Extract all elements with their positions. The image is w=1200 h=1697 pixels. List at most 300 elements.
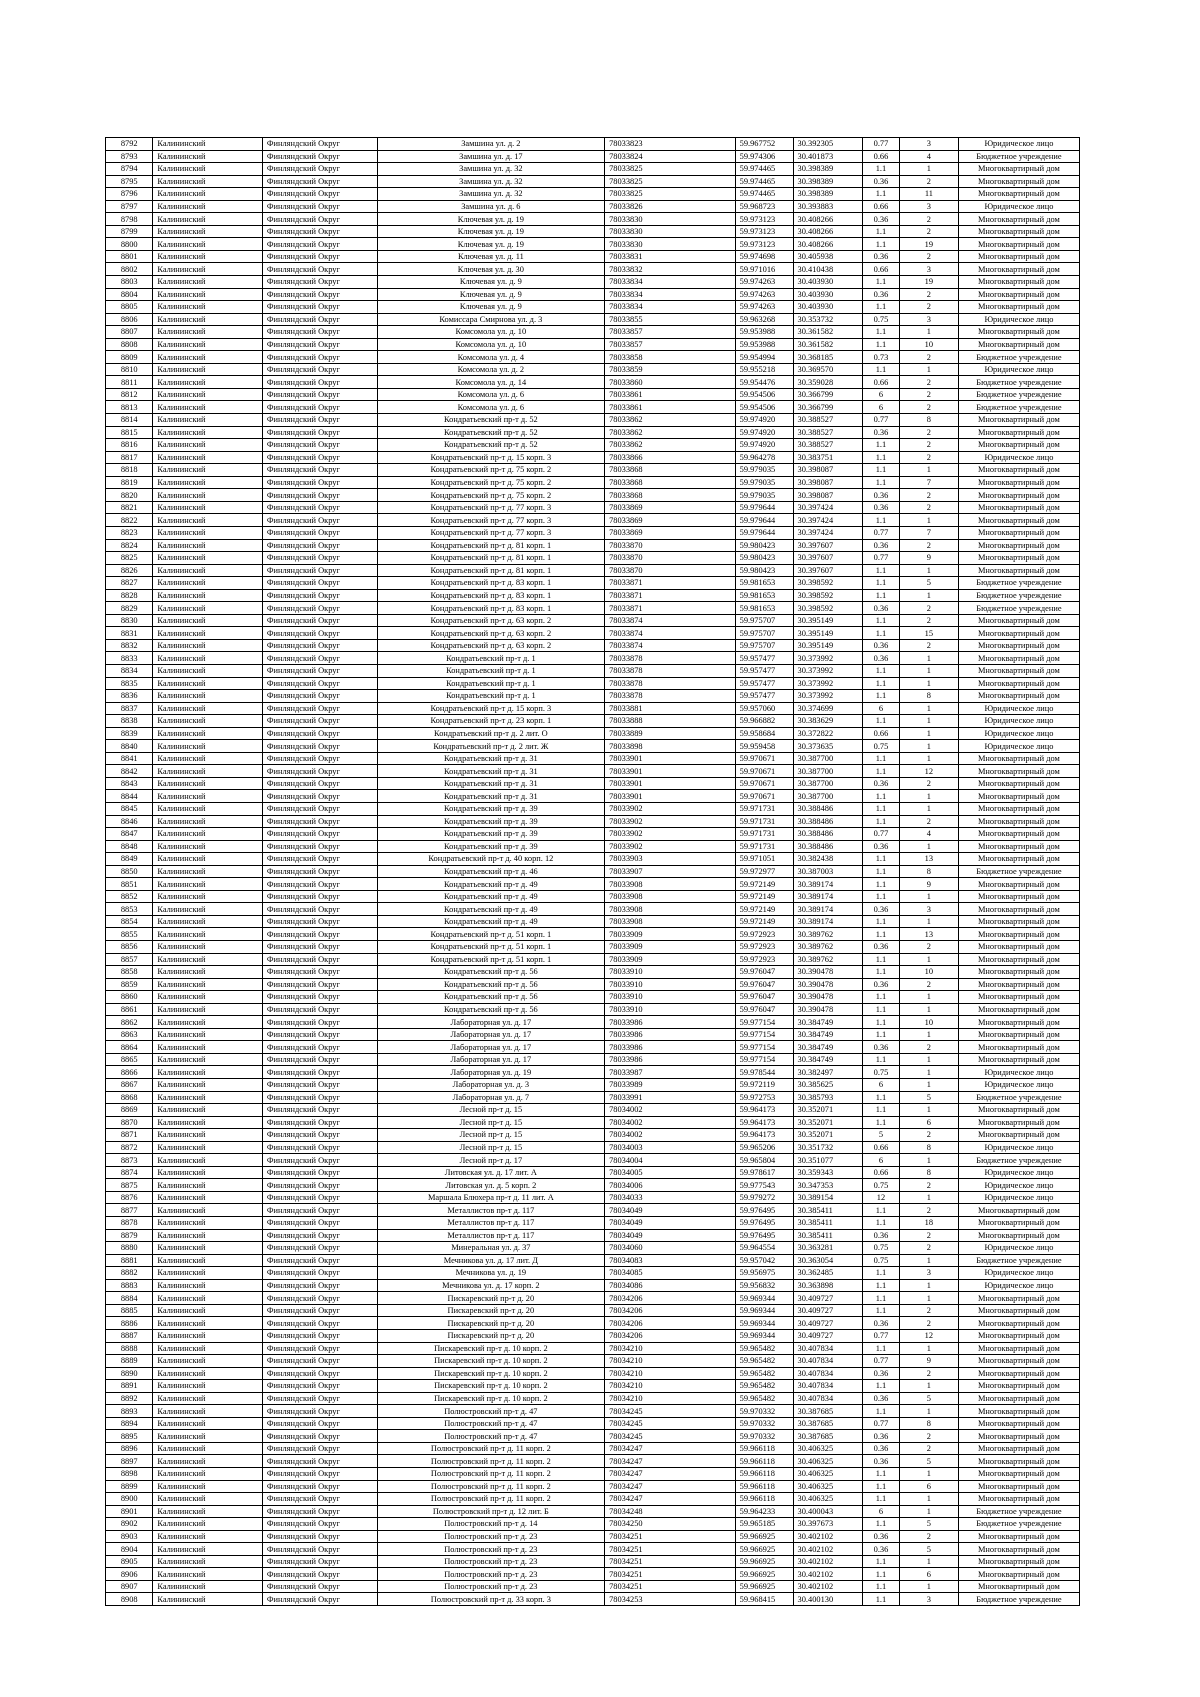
owner-type-cell: Многоквартирный дом xyxy=(958,903,1079,916)
longitude-cell: 30.402102 xyxy=(793,1580,862,1593)
count-cell: 1 xyxy=(899,1154,958,1167)
district-cell: Калининский xyxy=(153,1467,263,1480)
table-row xyxy=(106,1380,1080,1393)
address-cell: Кондратьевский пр-т д. 52 xyxy=(377,426,604,439)
row-number: 8869 xyxy=(106,1104,153,1117)
latitude-cell: 59.979644 xyxy=(735,501,793,514)
okrug-cell: Финляндский Округ xyxy=(262,1580,377,1593)
address-cell: Кондратьевский пр-т д. 49 xyxy=(377,890,604,903)
table-row xyxy=(106,802,1080,815)
latitude-cell: 59.975707 xyxy=(735,614,793,627)
longitude-cell: 30.406325 xyxy=(793,1455,862,1468)
district-cell: Калининский xyxy=(153,313,263,326)
longitude-cell: 30.383751 xyxy=(793,451,862,464)
latitude-cell: 59.964554 xyxy=(735,1242,793,1255)
latitude-cell: 59.966118 xyxy=(735,1480,793,1493)
district-cell: Калининский xyxy=(153,514,263,527)
table-row xyxy=(106,1166,1080,1179)
code-cell: 78033902 xyxy=(605,802,736,815)
district-cell: Калининский xyxy=(153,815,263,828)
code-cell: 78034002 xyxy=(605,1104,736,1117)
volume-cell: 1.1 xyxy=(863,1580,900,1593)
owner-type-cell: Многоквартирный дом xyxy=(958,1104,1079,1117)
district-cell: Калининский xyxy=(153,1493,263,1506)
count-cell: 9 xyxy=(899,878,958,891)
code-cell: 78034247 xyxy=(605,1493,736,1506)
owner-type-cell: Бюджетное учреждение xyxy=(958,577,1079,590)
table-row xyxy=(106,1405,1080,1418)
okrug-cell: Финляндский Округ xyxy=(262,715,377,728)
longitude-cell: 30.387685 xyxy=(793,1430,862,1443)
okrug-cell: Финляндский Округ xyxy=(262,439,377,452)
address-cell: Лабораторная ул. д. 7 xyxy=(377,1091,604,1104)
okrug-cell: Финляндский Округ xyxy=(262,1543,377,1556)
longitude-cell: 30.387700 xyxy=(793,765,862,778)
okrug-cell: Финляндский Округ xyxy=(262,991,377,1004)
volume-cell: 0.77 xyxy=(863,138,900,151)
address-cell: Комсомола ул. д. 14 xyxy=(377,376,604,389)
okrug-cell: Финляндский Округ xyxy=(262,1430,377,1443)
row-number: 8873 xyxy=(106,1154,153,1167)
row-number: 8865 xyxy=(106,1053,153,1066)
okrug-cell: Финляндский Округ xyxy=(262,188,377,201)
district-cell: Калининский xyxy=(153,589,263,602)
latitude-cell: 59.965482 xyxy=(735,1342,793,1355)
table-row xyxy=(106,740,1080,753)
address-cell: Кондратьевский пр-т д. 1 xyxy=(377,690,604,703)
row-number: 8837 xyxy=(106,702,153,715)
owner-type-cell: Многоквартирный дом xyxy=(958,765,1079,778)
count-cell: 1 xyxy=(899,652,958,665)
volume-cell: 1.1 xyxy=(863,1568,900,1581)
address-cell: Кондратьевский пр-т д. 23 корп. 1 xyxy=(377,715,604,728)
table-row xyxy=(106,790,1080,803)
latitude-cell: 59.968723 xyxy=(735,200,793,213)
owner-type-cell: Многоквартирный дом xyxy=(958,828,1079,841)
row-number: 8798 xyxy=(106,213,153,226)
address-cell: Пискаревский пр-т д. 20 xyxy=(377,1329,604,1342)
row-number: 8904 xyxy=(106,1543,153,1556)
volume-cell: 1.1 xyxy=(863,301,900,314)
count-cell: 1 xyxy=(899,564,958,577)
owner-type-cell: Многоквартирный дом xyxy=(958,1355,1079,1368)
count-cell: 8 xyxy=(899,1141,958,1154)
owner-type-cell: Многоквартирный дом xyxy=(958,1116,1079,1129)
longitude-cell: 30.382497 xyxy=(793,1066,862,1079)
district-cell: Калининский xyxy=(153,451,263,464)
volume-cell: 1.1 xyxy=(863,1304,900,1317)
table-row xyxy=(106,1016,1080,1029)
owner-type-cell: Многоквартирный дом xyxy=(958,426,1079,439)
latitude-cell: 59.974465 xyxy=(735,163,793,176)
owner-type-cell: Многоквартирный дом xyxy=(958,1217,1079,1230)
table-row xyxy=(106,715,1080,728)
okrug-cell: Финляндский Округ xyxy=(262,1116,377,1129)
district-cell: Калининский xyxy=(153,276,263,289)
district-cell: Калининский xyxy=(153,1367,263,1380)
address-cell: Полюстровский пр-т д. 11 корп. 2 xyxy=(377,1467,604,1480)
district-cell: Калининский xyxy=(153,690,263,703)
volume-cell: 0.36 xyxy=(863,1530,900,1543)
latitude-cell: 59.965185 xyxy=(735,1518,793,1531)
district-cell: Калининский xyxy=(153,1568,263,1581)
owner-type-cell: Юридическое лицо xyxy=(958,363,1079,376)
count-cell: 13 xyxy=(899,928,958,941)
row-number: 8800 xyxy=(106,238,153,251)
district-cell: Калининский xyxy=(153,338,263,351)
district-cell: Калининский xyxy=(153,1041,263,1054)
table-row xyxy=(106,1079,1080,1092)
latitude-cell: 59.957477 xyxy=(735,664,793,677)
table-row xyxy=(106,338,1080,351)
code-cell: 78034247 xyxy=(605,1480,736,1493)
volume-cell: 0.77 xyxy=(863,526,900,539)
address-cell: Лабораторная ул. д. 3 xyxy=(377,1079,604,1092)
code-cell: 78034049 xyxy=(605,1217,736,1230)
code-cell: 78033986 xyxy=(605,1053,736,1066)
code-cell: 78034206 xyxy=(605,1329,736,1342)
owner-type-cell: Юридическое лицо xyxy=(958,1079,1079,1092)
table-row xyxy=(106,1329,1080,1342)
code-cell: 78033860 xyxy=(605,376,736,389)
row-number: 8890 xyxy=(106,1367,153,1380)
volume-cell: 1.1 xyxy=(863,1028,900,1041)
owner-type-cell: Юридическое лицо xyxy=(958,200,1079,213)
row-number: 8826 xyxy=(106,564,153,577)
code-cell: 78033881 xyxy=(605,702,736,715)
address-cell: Кондратьевский пр-т д. 2 лит. Ж xyxy=(377,740,604,753)
latitude-cell: 59.976047 xyxy=(735,991,793,1004)
longitude-cell: 30.398592 xyxy=(793,577,862,590)
volume-cell: 0.66 xyxy=(863,200,900,213)
count-cell: 1 xyxy=(899,840,958,853)
count-cell: 18 xyxy=(899,1217,958,1230)
longitude-cell: 30.352071 xyxy=(793,1116,862,1129)
district-cell: Калининский xyxy=(153,1091,263,1104)
owner-type-cell: Многоквартирный дом xyxy=(958,1480,1079,1493)
volume-cell: 1.1 xyxy=(863,577,900,590)
district-cell: Калининский xyxy=(153,702,263,715)
okrug-cell: Финляндский Округ xyxy=(262,941,377,954)
address-cell: Кондратьевский пр-т д. 31 xyxy=(377,765,604,778)
volume-cell: 1.1 xyxy=(863,1217,900,1230)
code-cell: 78033858 xyxy=(605,351,736,364)
longitude-cell: 30.390478 xyxy=(793,991,862,1004)
volume-cell: 1.1 xyxy=(863,1279,900,1292)
code-cell: 78033878 xyxy=(605,677,736,690)
row-number: 8801 xyxy=(106,250,153,263)
longitude-cell: 30.390478 xyxy=(793,978,862,991)
count-cell: 19 xyxy=(899,276,958,289)
count-cell: 2 xyxy=(899,639,958,652)
volume-cell: 0.36 xyxy=(863,501,900,514)
count-cell: 2 xyxy=(899,1242,958,1255)
longitude-cell: 30.392305 xyxy=(793,138,862,151)
volume-cell: 0.36 xyxy=(863,250,900,263)
okrug-cell: Финляндский Округ xyxy=(262,1392,377,1405)
row-number: 8809 xyxy=(106,351,153,364)
longitude-cell: 30.347353 xyxy=(793,1179,862,1192)
count-cell: 7 xyxy=(899,476,958,489)
district-cell: Калининский xyxy=(153,1405,263,1418)
longitude-cell: 30.398087 xyxy=(793,464,862,477)
count-cell: 10 xyxy=(899,966,958,979)
latitude-cell: 59.971731 xyxy=(735,840,793,853)
district-cell: Калининский xyxy=(153,163,263,176)
district-cell: Калининский xyxy=(153,664,263,677)
code-cell: 78033878 xyxy=(605,690,736,703)
longitude-cell: 30.388527 xyxy=(793,414,862,427)
owner-type-cell: Многоквартирный дом xyxy=(958,1229,1079,1242)
volume-cell: 0.75 xyxy=(863,1242,900,1255)
table-row xyxy=(106,238,1080,251)
longitude-cell: 30.389174 xyxy=(793,903,862,916)
count-cell: 2 xyxy=(899,978,958,991)
count-cell: 2 xyxy=(899,1317,958,1330)
okrug-cell: Финляндский Округ xyxy=(262,1467,377,1480)
count-cell: 9 xyxy=(899,552,958,565)
data-table xyxy=(105,137,1080,1606)
address-cell: Замшина ул. д. 32 xyxy=(377,175,604,188)
code-cell: 78034247 xyxy=(605,1467,736,1480)
row-number: 8834 xyxy=(106,664,153,677)
okrug-cell: Финляндский Округ xyxy=(262,1217,377,1230)
volume-cell: 1.1 xyxy=(863,690,900,703)
okrug-cell: Финляндский Округ xyxy=(262,1166,377,1179)
owner-type-cell: Многоквартирный дом xyxy=(958,539,1079,552)
code-cell: 78033870 xyxy=(605,539,736,552)
district-cell: Калининский xyxy=(153,1116,263,1129)
owner-type-cell: Многоквартирный дом xyxy=(958,1555,1079,1568)
district-cell: Калининский xyxy=(153,752,263,765)
owner-type-cell: Многоквартирный дом xyxy=(958,1329,1079,1342)
owner-type-cell: Многоквартирный дом xyxy=(958,1053,1079,1066)
latitude-cell: 59.972119 xyxy=(735,1079,793,1092)
code-cell: 78034250 xyxy=(605,1518,736,1531)
address-cell: Кондратьевский пр-т д. 52 xyxy=(377,439,604,452)
volume-cell: 1.1 xyxy=(863,915,900,928)
count-cell: 9 xyxy=(899,1355,958,1368)
table-row xyxy=(106,953,1080,966)
owner-type-cell: Бюджетное учреждение xyxy=(958,1254,1079,1267)
okrug-cell: Финляндский Округ xyxy=(262,702,377,715)
volume-cell: 0.36 xyxy=(863,1455,900,1468)
district-cell: Калининский xyxy=(153,740,263,753)
address-cell: Мечникова ул. д. 19 xyxy=(377,1267,604,1280)
owner-type-cell: Бюджетное учреждение xyxy=(958,1505,1079,1518)
table-row xyxy=(106,1568,1080,1581)
longitude-cell: 30.373992 xyxy=(793,690,862,703)
table-row xyxy=(106,903,1080,916)
code-cell: 78033889 xyxy=(605,727,736,740)
okrug-cell: Финляндский Округ xyxy=(262,1267,377,1280)
count-cell: 5 xyxy=(899,577,958,590)
table-row xyxy=(106,853,1080,866)
latitude-cell: 59.957060 xyxy=(735,702,793,715)
district-cell: Калининский xyxy=(153,501,263,514)
row-number: 8842 xyxy=(106,765,153,778)
district-cell: Калининский xyxy=(153,464,263,477)
volume-cell: 1.1 xyxy=(863,1003,900,1016)
owner-type-cell: Многоквартирный дом xyxy=(958,878,1079,891)
table-row xyxy=(106,326,1080,339)
latitude-cell: 59.953988 xyxy=(735,326,793,339)
code-cell: 78033888 xyxy=(605,715,736,728)
longitude-cell: 30.403930 xyxy=(793,301,862,314)
address-cell: Кондратьевский пр-т д. 56 xyxy=(377,991,604,1004)
volume-cell: 1.1 xyxy=(863,664,900,677)
latitude-cell: 59.954506 xyxy=(735,388,793,401)
okrug-cell: Финляндский Округ xyxy=(262,664,377,677)
okrug-cell: Финляндский Округ xyxy=(262,953,377,966)
row-number: 8811 xyxy=(106,376,153,389)
address-cell: Полюстровский пр-т д. 11 корп. 2 xyxy=(377,1493,604,1506)
code-cell: 78033862 xyxy=(605,414,736,427)
address-cell: Кондратьевский пр-т д. 75 корп. 2 xyxy=(377,476,604,489)
code-cell: 78034206 xyxy=(605,1304,736,1317)
okrug-cell: Финляндский Округ xyxy=(262,765,377,778)
count-cell: 2 xyxy=(899,175,958,188)
table-row xyxy=(106,363,1080,376)
row-number: 8863 xyxy=(106,1028,153,1041)
table-row xyxy=(106,752,1080,765)
row-number: 8825 xyxy=(106,552,153,565)
row-number: 8829 xyxy=(106,602,153,615)
row-number: 8822 xyxy=(106,514,153,527)
code-cell: 78034004 xyxy=(605,1154,736,1167)
volume-cell: 6 xyxy=(863,388,900,401)
longitude-cell: 30.363898 xyxy=(793,1279,862,1292)
longitude-cell: 30.389762 xyxy=(793,941,862,954)
address-cell: Кондратьевский пр-т д. 51 корп. 1 xyxy=(377,928,604,941)
count-cell: 2 xyxy=(899,489,958,502)
table-row xyxy=(106,1417,1080,1430)
count-cell: 1 xyxy=(899,464,958,477)
code-cell: 78033910 xyxy=(605,966,736,979)
latitude-cell: 59.969344 xyxy=(735,1292,793,1305)
owner-type-cell: Многоквартирный дом xyxy=(958,301,1079,314)
code-cell: 78034248 xyxy=(605,1505,736,1518)
volume-cell: 0.66 xyxy=(863,727,900,740)
table-row xyxy=(106,489,1080,502)
owner-type-cell: Многоквартирный дом xyxy=(958,1129,1079,1142)
code-cell: 78033825 xyxy=(605,188,736,201)
count-cell: 2 xyxy=(899,388,958,401)
longitude-cell: 30.385411 xyxy=(793,1217,862,1230)
address-cell: Кондратьевский пр-т д. 15 корп. 3 xyxy=(377,451,604,464)
code-cell: 78033834 xyxy=(605,301,736,314)
volume-cell: 1.1 xyxy=(863,276,900,289)
count-cell: 1 xyxy=(899,790,958,803)
table-row xyxy=(106,388,1080,401)
district-cell: Калининский xyxy=(153,175,263,188)
okrug-cell: Финляндский Округ xyxy=(262,1053,377,1066)
latitude-cell: 59.976495 xyxy=(735,1217,793,1230)
okrug-cell: Финляндский Округ xyxy=(262,752,377,765)
address-cell: Кондратьевский пр-т д. 77 корп. 3 xyxy=(377,501,604,514)
okrug-cell: Финляндский Округ xyxy=(262,1079,377,1092)
count-cell: 2 xyxy=(899,213,958,226)
volume-cell: 0.36 xyxy=(863,652,900,665)
address-cell: Металлистов пр-т д. 117 xyxy=(377,1204,604,1217)
okrug-cell: Финляндский Округ xyxy=(262,276,377,289)
code-cell: 78034210 xyxy=(605,1355,736,1368)
longitude-cell: 30.387700 xyxy=(793,752,862,765)
okrug-cell: Финляндский Округ xyxy=(262,639,377,652)
okrug-cell: Финляндский Округ xyxy=(262,1003,377,1016)
row-number: 8797 xyxy=(106,200,153,213)
code-cell: 78033989 xyxy=(605,1079,736,1092)
address-cell: Пискаревский пр-т д. 10 корп. 2 xyxy=(377,1355,604,1368)
latitude-cell: 59.970332 xyxy=(735,1417,793,1430)
district-cell: Калининский xyxy=(153,1417,263,1430)
table-row xyxy=(106,1593,1080,1606)
okrug-cell: Финляндский Округ xyxy=(262,802,377,815)
district-cell: Калининский xyxy=(153,765,263,778)
owner-type-cell: Многоквартирный дом xyxy=(958,1016,1079,1029)
longitude-cell: 30.373635 xyxy=(793,740,862,753)
latitude-cell: 59.965482 xyxy=(735,1367,793,1380)
district-cell: Калининский xyxy=(153,1555,263,1568)
owner-type-cell: Многоквартирный дом xyxy=(958,941,1079,954)
count-cell: 1 xyxy=(899,890,958,903)
row-number: 8847 xyxy=(106,828,153,841)
address-cell: Кондратьевский пр-т д. 39 xyxy=(377,828,604,841)
volume-cell: 0.36 xyxy=(863,288,900,301)
address-cell: Замшина ул. д. 32 xyxy=(377,188,604,201)
okrug-cell: Финляндский Округ xyxy=(262,690,377,703)
table-row xyxy=(106,439,1080,452)
district-cell: Калининский xyxy=(153,188,263,201)
count-cell: 3 xyxy=(899,1267,958,1280)
longitude-cell: 30.409727 xyxy=(793,1292,862,1305)
district-cell: Калининский xyxy=(153,991,263,1004)
owner-type-cell: Юридическое лицо xyxy=(958,715,1079,728)
code-cell: 78034003 xyxy=(605,1141,736,1154)
volume-cell: 0.36 xyxy=(863,213,900,226)
district-cell: Калининский xyxy=(153,1179,263,1192)
volume-cell: 1.1 xyxy=(863,1204,900,1217)
address-cell: Полюстровский пр-т д. 11 корп. 2 xyxy=(377,1480,604,1493)
address-cell: Пискаревский пр-т д. 20 xyxy=(377,1292,604,1305)
row-number: 8840 xyxy=(106,740,153,753)
row-number: 8891 xyxy=(106,1380,153,1393)
owner-type-cell: Многоквартирный дом xyxy=(958,1342,1079,1355)
count-cell: 5 xyxy=(899,1518,958,1531)
table-row xyxy=(106,1518,1080,1531)
volume-cell: 1.1 xyxy=(863,326,900,339)
longitude-cell: 30.388527 xyxy=(793,439,862,452)
volume-cell: 0.36 xyxy=(863,1392,900,1405)
count-cell: 1 xyxy=(899,727,958,740)
address-cell: Пискаревский пр-т д. 10 корп. 2 xyxy=(377,1367,604,1380)
owner-type-cell: Многоквартирный дом xyxy=(958,853,1079,866)
count-cell: 8 xyxy=(899,1417,958,1430)
longitude-cell: 30.403930 xyxy=(793,276,862,289)
count-cell: 1 xyxy=(899,1028,958,1041)
latitude-cell: 59.957477 xyxy=(735,652,793,665)
volume-cell: 0.73 xyxy=(863,351,900,364)
row-number: 8903 xyxy=(106,1530,153,1543)
volume-cell: 1.1 xyxy=(863,464,900,477)
volume-cell: 1.1 xyxy=(863,1053,900,1066)
volume-cell: 1.1 xyxy=(863,451,900,464)
code-cell: 78033987 xyxy=(605,1066,736,1079)
row-number: 8831 xyxy=(106,627,153,640)
longitude-cell: 30.408266 xyxy=(793,238,862,251)
code-cell: 78033857 xyxy=(605,326,736,339)
owner-type-cell: Многоквартирный дом xyxy=(958,188,1079,201)
